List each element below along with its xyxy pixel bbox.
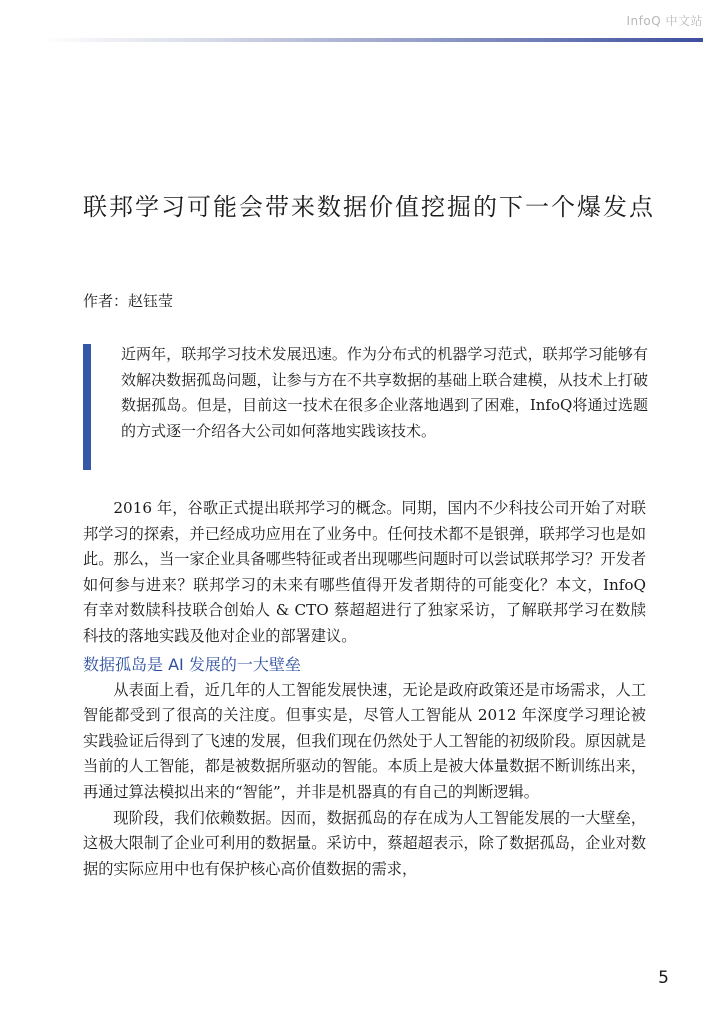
article-title: 联邦学习可能会带来数据价值挖掘的下一个爆发点 — [83, 193, 655, 221]
body-paragraph-1: 从表面上看，近几年的人工智能发展快速，无论是政府政策还是市场需求，人工智能都受到了很高的关注度。但事实是，尽管人工智能从 2012 年深度学习理论被实践验证后得到了飞速的发展，但我们现在仍然处于人工智能的初级阶段。原因就是当前的人工智能，都是被数据所驱动的智能。本质上是被大体量数据不断训练出来，再通过算法模拟出来的“智能”，并非是机器真的有自己的判断逻辑。 — [83, 680, 646, 801]
header-brand: InfoQ 中文站 — [626, 14, 703, 28]
header-divider — [40, 38, 703, 42]
summary-text: 近两年，联邦学习技术发展迅速。作为分布式的机器学习范式，联邦学习能够有效解决数据孤岛问题，让参与方在不共享数据的基础上联合建模，从技术上打破数据孤岛。但是，目前这一技术在很多企业落地遇到了困难，InfoQ将通过选题的方式逐一介绍各大公司如何落地实践该技术。 — [121, 345, 648, 440]
page-number: 5 — [658, 968, 669, 988]
intro-paragraph: 2016 年，谷歌正式提出联邦学习的概念。同期，国内不少科技公司开始了对联邦学习的探索，并已经成功应用在了业务中。任何技术都不是银弹，联邦学习也是如此。那么，当一家企业具备哪些特征或者出现哪些问题时可以尝试联邦学习？开发者如何参与进来？联邦学习的未来有哪些值得开发者期待的可能变化？本文，InfoQ 有幸对数牍科技联合创始人 & CTO 蔡超超进行了独家采访，了解联邦学习在数牍科技的落地实践及他对企业的部署建议。 — [83, 499, 646, 645]
section-heading: 数据孤岛是 AI 发展的一大壁垒 — [83, 654, 301, 674]
summary-block — [83, 342, 648, 444]
author-line: 作者：赵钰莹 — [83, 292, 174, 310]
body-paragraph-2: 现阶段，我们依赖数据。因而，数据孤岛的存在成为人工智能发展的一大壁垒，这极大限制了企业可利用的数据量。采访中，蔡超超表示，除了数据孤岛，企业对数据的实际应用中也有保护核心高价值数据的需求， — [83, 808, 646, 878]
article-body — [83, 496, 646, 882]
summary-accent-bar — [83, 344, 91, 470]
